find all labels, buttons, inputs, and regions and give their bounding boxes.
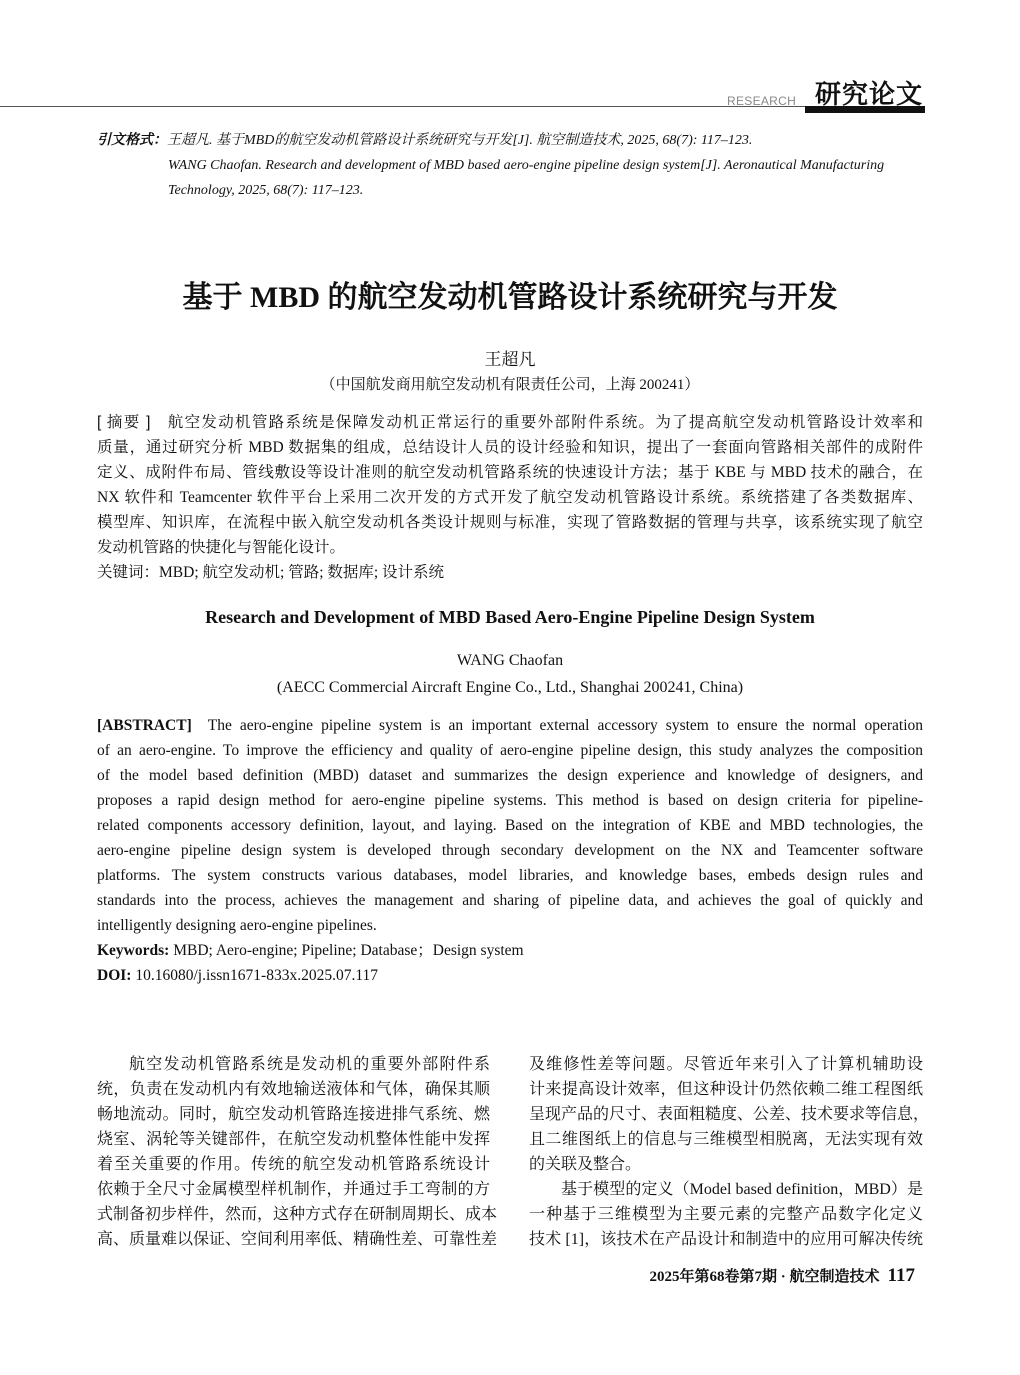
section-label-zh: 研究论文: [815, 80, 924, 109]
abstract-en-text: The aero-engine pipeline system is an important external accessory system to ensure the normal operation: [207, 717, 923, 734]
page-number: 117: [887, 1265, 915, 1286]
abstract-zh-line: 定义、成附件布局、管线敷设等设计准则的航空发动机管路系统的快速设计方法；基于 KBE 与 MBD 技术的融合，在: [97, 464, 923, 481]
body-column-left: [97, 1052, 498, 1252]
body-line: 一种基于三维模型为主要元素的完整产品数字化定义: [529, 1206, 923, 1223]
abstract-en-line: [97, 713, 923, 738]
keywords-en-label: Keywords:: [97, 942, 170, 959]
abstract-zh: [97, 410, 923, 585]
body-line: 高、质量难以保证、空间利用率低、精确性差、可靠性差: [97, 1231, 498, 1248]
citation-zh-text: 王超凡. 基于MBD的航空发动机管路设计系统研究与开发[J]. 航空制造技术, 2025, 68(7): 117–123.: [167, 133, 753, 148]
body-line: 技术 [1]，该技术在产品设计和制造中的应用可解决传统: [529, 1231, 923, 1248]
abstract-en-line: related components accessory definition, layout, and laying. Based on the integration of KBE and MBD technologies, the: [97, 817, 923, 834]
abstract-zh-text: 航空发动机管路系统是保障发动机正常运行的重要外部附件系统。为了提高航空发动机管路设计效率和: [166, 414, 923, 431]
abstract-en: [97, 713, 923, 988]
abstract-en-line: of the model based definition (MBD) dataset and summarizes the design experience and knowledge of designers, and: [97, 767, 923, 784]
body-line: 计来提高设计效率，但这种设计仍然依赖二维工程图纸: [529, 1081, 923, 1098]
citation-label: 引文格式：: [97, 133, 167, 148]
keywords-en-text: MBD; Aero-engine; Pipeline; Database；Design system: [173, 942, 524, 959]
keywords-en: [97, 938, 923, 963]
body-line: 航空发动机管路系统是发动机的重要外部附件系: [129, 1056, 490, 1073]
doi-text: 10.16080/j.issn1671-833x.2025.07.117: [135, 967, 379, 984]
affiliation-en: (AECC Commercial Aircraft Engine Co., Ltd., Shanghai 200241, China): [276, 679, 744, 696]
abstract-en-line: of an aero-engine. To improve the efficiency and quality of aero-engine pipeline design, this study analyzes the composition: [97, 742, 923, 759]
abstract-en-line: intelligently designing aero-engine pipelines.: [97, 917, 377, 934]
keywords-zh: [97, 560, 923, 585]
affiliation-zh: （中国航发商用航空发动机有限责任公司，上海 200241）: [320, 377, 700, 393]
author-zh: 王超凡: [484, 350, 536, 369]
citation-zh: [97, 128, 752, 153]
journal-issue: 2025年第68卷第7期 · 航空制造技术: [649, 1269, 880, 1285]
keywords-zh-text: MBD; 航空发动机; 管路; 数据库; 设计系统: [159, 564, 445, 581]
body-column-right: [529, 1052, 930, 1252]
body-line: 依赖于全尺寸金属模型样机制作，并通过手工弯制的方: [97, 1181, 490, 1198]
abstract-zh-line: [97, 410, 923, 435]
body-line: 基于模型的定义（Model based definition，MBD）是: [561, 1181, 923, 1198]
abstract-en-line: standards into the process, achieves the management and sharing of pipeline data, and achieves the goal of quickly and: [97, 892, 923, 909]
doi-label: DOI:: [97, 967, 132, 984]
body-line: 畅地流动。同时，航空发动机管路连接进排气系统、燃: [97, 1106, 490, 1123]
section-label-en: RESEARCH: [727, 94, 797, 108]
abstract-zh-label: [ 摘要 ]: [97, 414, 151, 431]
body-line: 及维修性差等问题。尽管近年来引入了计算机辅助设: [529, 1056, 923, 1073]
abstract-en-label: [ABSTRACT]: [97, 717, 192, 734]
abstract-zh-line: 质量，通过研究分析 MBD 数据集的组成，总结设计人员的设计经验和知识，提出了一套面向管路相关部件的成附件: [97, 439, 923, 456]
abstract-zh-line: 模型库、知识库，在流程中嵌入航空发动机各类设计规则与标准，实现了管路数据的管理与共享，该系统实现了航空: [97, 514, 923, 531]
abstract-zh-line: NX 软件和 Teamcenter 软件平台上采用二次开发的方式开发了航空发动机管路设计系统。系统搭建了各类数据库、: [97, 489, 923, 506]
body-line: 统，负责在发动机内有效地输送液体和气体，确保其顺: [97, 1081, 490, 1098]
author-en: WANG Chaofan: [456, 652, 564, 669]
citation-en-line2: Technology, 2025, 68(7): 117–123.: [168, 183, 364, 198]
page-footer: [650, 1265, 915, 1287]
header-rule: [0, 106, 805, 107]
page-title-zh: 基于 MBD 的航空发动机管路设计系统研究与开发: [182, 281, 838, 314]
body-line: 的关联及整合。: [529, 1156, 642, 1173]
doi: [97, 963, 923, 988]
body-line: 式制备初步样件，然而，这种方式存在研制周期长、成本: [97, 1206, 498, 1223]
citation-en-line1: WANG Chaofan. Research and development of MBD based aero-engine pipeline design system[J]. Aeronautical Manufacturing: [168, 158, 885, 173]
body-line: 着至关重要的作用。传统的航空发动机管路系统设计: [97, 1156, 490, 1173]
abstract-en-line: aero-engine pipeline design system is developed through secondary development on the NX and Teamcenter software: [97, 842, 923, 859]
abstract-en-line: platforms. The system constructs various databases, model libraries, and knowledge bases, embeds design rules and: [97, 867, 923, 884]
body-line: 且二维图纸上的信息与三维模型相脱离，无法实现有效: [529, 1131, 923, 1148]
body-line: 呈现产品的尺寸、表面粗糙度、公差、技术要求等信息，: [529, 1106, 930, 1123]
body-line: 烧室、涡轮等关键部件，在航空发动机整体性能中发挥: [97, 1131, 490, 1148]
keywords-zh-label: 关键词：: [97, 564, 160, 581]
abstract-en-line: proposes a rapid design method for aero-engine pipeline systems. This method is based on design criteria for pipeline-: [97, 792, 923, 809]
abstract-zh-line: 发动机管路的快捷化与智能化设计。: [97, 539, 346, 556]
page-title-en: Research and Development of MBD Based Aero-Engine Pipeline Design System: [205, 607, 815, 627]
